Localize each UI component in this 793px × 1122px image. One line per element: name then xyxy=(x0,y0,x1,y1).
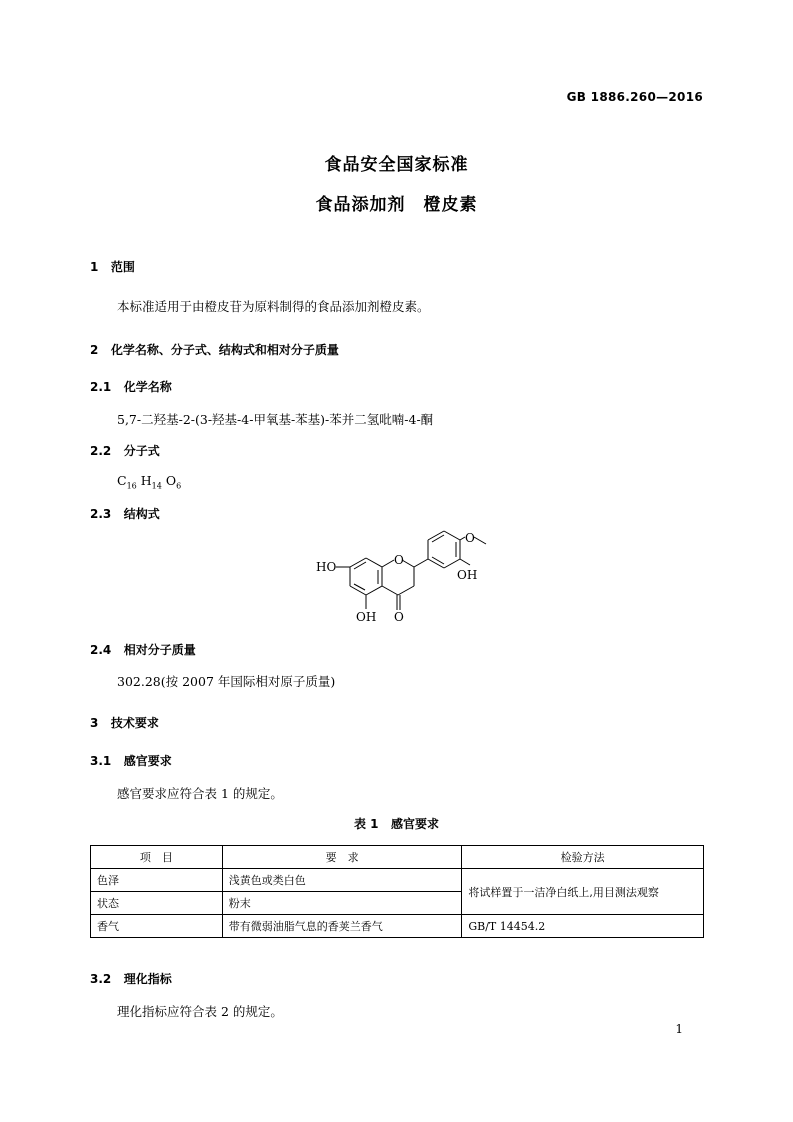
chemical-name: 5,7-二羟基-2-(3-羟基-4-甲氧基-苯基)-苯并二氢吡喃-4-酮 xyxy=(117,412,434,427)
section-2-2-heading: 2.2 分子式 xyxy=(90,444,160,458)
section-3-2-text: 理化指标应符合表 2 的规定。 xyxy=(117,1004,283,1019)
table-header-method: 检验方法 xyxy=(462,846,704,869)
section-3-1-text: 感官要求应符合表 1 的规定。 xyxy=(117,786,283,801)
section-3-2-heading: 3.2 理化指标 xyxy=(90,972,172,986)
standard-code: GB 1886.260—2016 xyxy=(566,90,703,104)
doc-title-main: 食品安全国家标准 xyxy=(324,155,469,175)
table-row xyxy=(91,869,704,892)
table-cell-method-merged: 将试样置于一洁净白纸上,用目测法观察 xyxy=(462,869,704,915)
structure-label-oh-right: OH xyxy=(457,568,478,582)
section-1-text: 本标准适用于由橙皮苷为原料制得的食品添加剂橙皮素。 xyxy=(117,299,430,314)
section-3-1-heading: 3.1 感官要求 xyxy=(90,754,172,768)
structure-label-methoxy-o: O xyxy=(465,531,475,545)
section-2-3-heading: 2.3 结构式 xyxy=(90,507,160,521)
table-cell-item: 状态 xyxy=(91,892,223,915)
section-2-4-heading: 2.4 相对分子质量 xyxy=(90,643,196,657)
table-cell-method: GB/T 14454.2 xyxy=(462,915,704,938)
molecular-mass: 302.28(按 2007 年国际相对原子质量) xyxy=(117,674,336,689)
molecular-formula: $C_{16}$ $H_{14}$ $O_6$ xyxy=(117,473,182,491)
table-cell-item: 香气 xyxy=(91,915,223,938)
section-2-heading: 2 化学名称、分子式、结构式和相对分子质量 xyxy=(90,343,339,357)
table-cell-requirement: 带有微弱油脂气息的香荚兰香气 xyxy=(222,915,462,938)
structure-label-ho-left: HO xyxy=(316,560,337,574)
table-1-caption: 表 1 感官要求 xyxy=(353,817,440,831)
structure-label-carbonyl-o: O xyxy=(394,610,404,624)
table-header-item: 项 目 xyxy=(91,846,223,869)
table-row xyxy=(91,915,704,938)
table-cell-requirement: 浅黄色或类白色 xyxy=(222,869,462,892)
structure-label-oh-bottom: OH xyxy=(356,610,377,624)
table-1-sensory xyxy=(90,845,704,938)
table-header-requirement: 要 求 xyxy=(222,846,462,869)
structural-formula xyxy=(300,530,490,630)
page-number: 1 xyxy=(675,1022,683,1036)
doc-title-sub: 食品添加剂 橙皮素 xyxy=(315,195,478,215)
table-cell-requirement: 粉末 xyxy=(222,892,462,915)
section-1-heading: 1 范围 xyxy=(90,260,135,274)
section-3-heading: 3 技术要求 xyxy=(90,716,159,730)
section-2-1-heading: 2.1 化学名称 xyxy=(90,380,172,394)
structure-label-ring-o: O xyxy=(394,553,404,567)
table-cell-item: 色泽 xyxy=(91,869,223,892)
table-header-row xyxy=(91,846,704,869)
